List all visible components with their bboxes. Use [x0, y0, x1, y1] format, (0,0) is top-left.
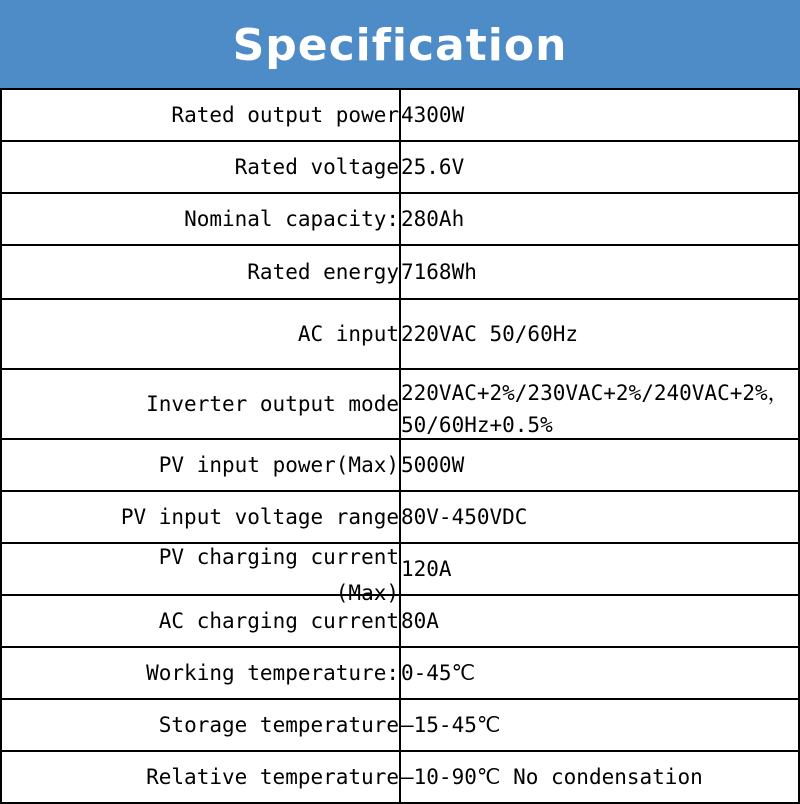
row-value: 120A — [400, 543, 799, 595]
row-value: —10-90℃ No condensation — [400, 751, 799, 803]
row-value: —15-45℃ — [400, 699, 799, 751]
row-value: 25.6V — [400, 141, 799, 193]
row-value: 80A — [400, 595, 799, 647]
row-label: Working temperature: — [1, 647, 400, 699]
row-value: 7168Wh — [400, 245, 799, 299]
table-row — [1, 141, 799, 193]
row-value: 280Ah — [400, 193, 799, 245]
row-value: 4300W — [400, 89, 799, 141]
row-label — [1, 543, 400, 605]
row-label: AC input — [1, 299, 400, 369]
row-label: Nominal capacity: — [1, 193, 400, 245]
row-value: 0-45℃ — [400, 647, 799, 699]
table-row — [1, 491, 799, 543]
table-row — [1, 245, 799, 299]
row-label: Rated output power — [1, 89, 400, 141]
row-label: Rated voltage — [1, 141, 400, 193]
row-label: Relative temperature — [1, 751, 400, 803]
table-row — [1, 595, 799, 647]
table-title-row — [1, 1, 799, 89]
row-value: 220VAC 50/60Hz — [400, 299, 799, 369]
table-row — [1, 647, 799, 699]
row-label: AC charging current — [1, 595, 400, 647]
table-row — [1, 193, 799, 245]
row-label: PV input voltage range — [1, 491, 400, 543]
row-label: Inverter output mode — [1, 369, 400, 439]
row-value — [400, 369, 799, 439]
table-row — [1, 299, 799, 369]
row-label-secondary: (Max) — [335, 581, 399, 605]
table-row — [1, 699, 799, 751]
table-row — [1, 439, 799, 491]
table-row — [1, 369, 799, 439]
table-row — [1, 89, 799, 141]
row-value: 80V-450VDC — [400, 491, 799, 543]
page-title: Specification — [1, 1, 799, 89]
row-label-primary: PV charging current — [158, 545, 399, 569]
row-value-secondary: 50/60Hz+0.5% — [401, 413, 553, 437]
row-label: PV input power(Max) — [1, 439, 400, 491]
row-value-primary: 220VAC+2%/230VAC+2%/240VAC+2%， — [401, 381, 789, 405]
table-row — [1, 751, 799, 803]
row-value: 5000W — [400, 439, 799, 491]
row-label: Storage temperature — [1, 699, 400, 751]
table-row — [1, 543, 799, 595]
row-label: Rated energy — [1, 245, 400, 299]
